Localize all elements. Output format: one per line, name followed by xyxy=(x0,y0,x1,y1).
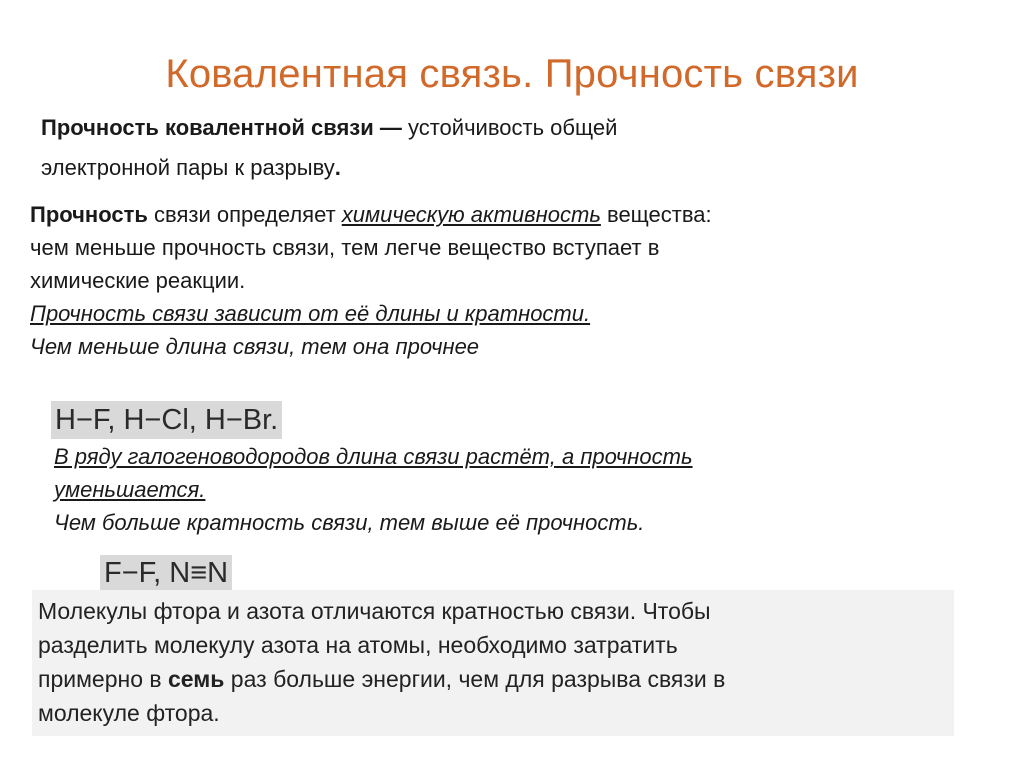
multiplicity-rule-text: Чем больше кратность связи, тем выше её прочность. xyxy=(54,510,645,535)
para3-line4: молекуле фтора. xyxy=(38,700,220,726)
para3-line3 xyxy=(38,662,948,696)
definition-block xyxy=(41,108,617,188)
para3-line1: Молекулы фтора и азота отличаются кратностью связи. Чтобы xyxy=(38,598,711,624)
dependence-statement: Прочность связи зависит от её длины и кратности. xyxy=(30,301,591,326)
para1-line3: химические реакции. xyxy=(30,268,246,293)
multiplicity-rule xyxy=(54,506,954,539)
molecule-paragraph xyxy=(32,590,954,736)
para3-line3-end: раз больше энергии, чем для разрыва связи в xyxy=(224,666,726,692)
length-rule: Чем меньше длина связи, тем она прочнее xyxy=(30,334,480,359)
slide-title: Ковалентная связь. Прочность связи xyxy=(165,52,859,96)
para1-text: связи определяет xyxy=(147,202,342,227)
para2-line2: уменьшается. xyxy=(54,477,206,502)
chemical-activity-phrase: химическую активность xyxy=(341,202,601,227)
para3-line3-start: примерно в xyxy=(38,666,168,692)
definition-period: . xyxy=(334,155,341,180)
seven-word: семь xyxy=(167,666,225,692)
halogen-paragraph xyxy=(54,440,954,539)
para2-line1: В ряду галогеноводородов длина связи растёт, а прочность xyxy=(54,444,693,469)
definition-term: Прочность ковалентной связи — xyxy=(41,115,402,140)
definition-text-1: устойчивость общей xyxy=(401,115,618,140)
para1-line2: чем меньше прочность связи, тем легче вещество вступает в xyxy=(30,235,660,260)
activity-paragraph xyxy=(30,198,990,363)
definition-text-2: электронной пары к разрыву xyxy=(41,155,335,180)
strength-word: Прочность xyxy=(30,202,148,227)
halogen-formula: H−F, H−Cl, H−Br. xyxy=(51,401,282,439)
molecule-formula: F−F, N≡N xyxy=(100,555,232,591)
para3-line2: разделить молекулу азота на атомы, необходимо затратить xyxy=(38,632,678,658)
para1-text-end: вещества: xyxy=(600,202,712,227)
